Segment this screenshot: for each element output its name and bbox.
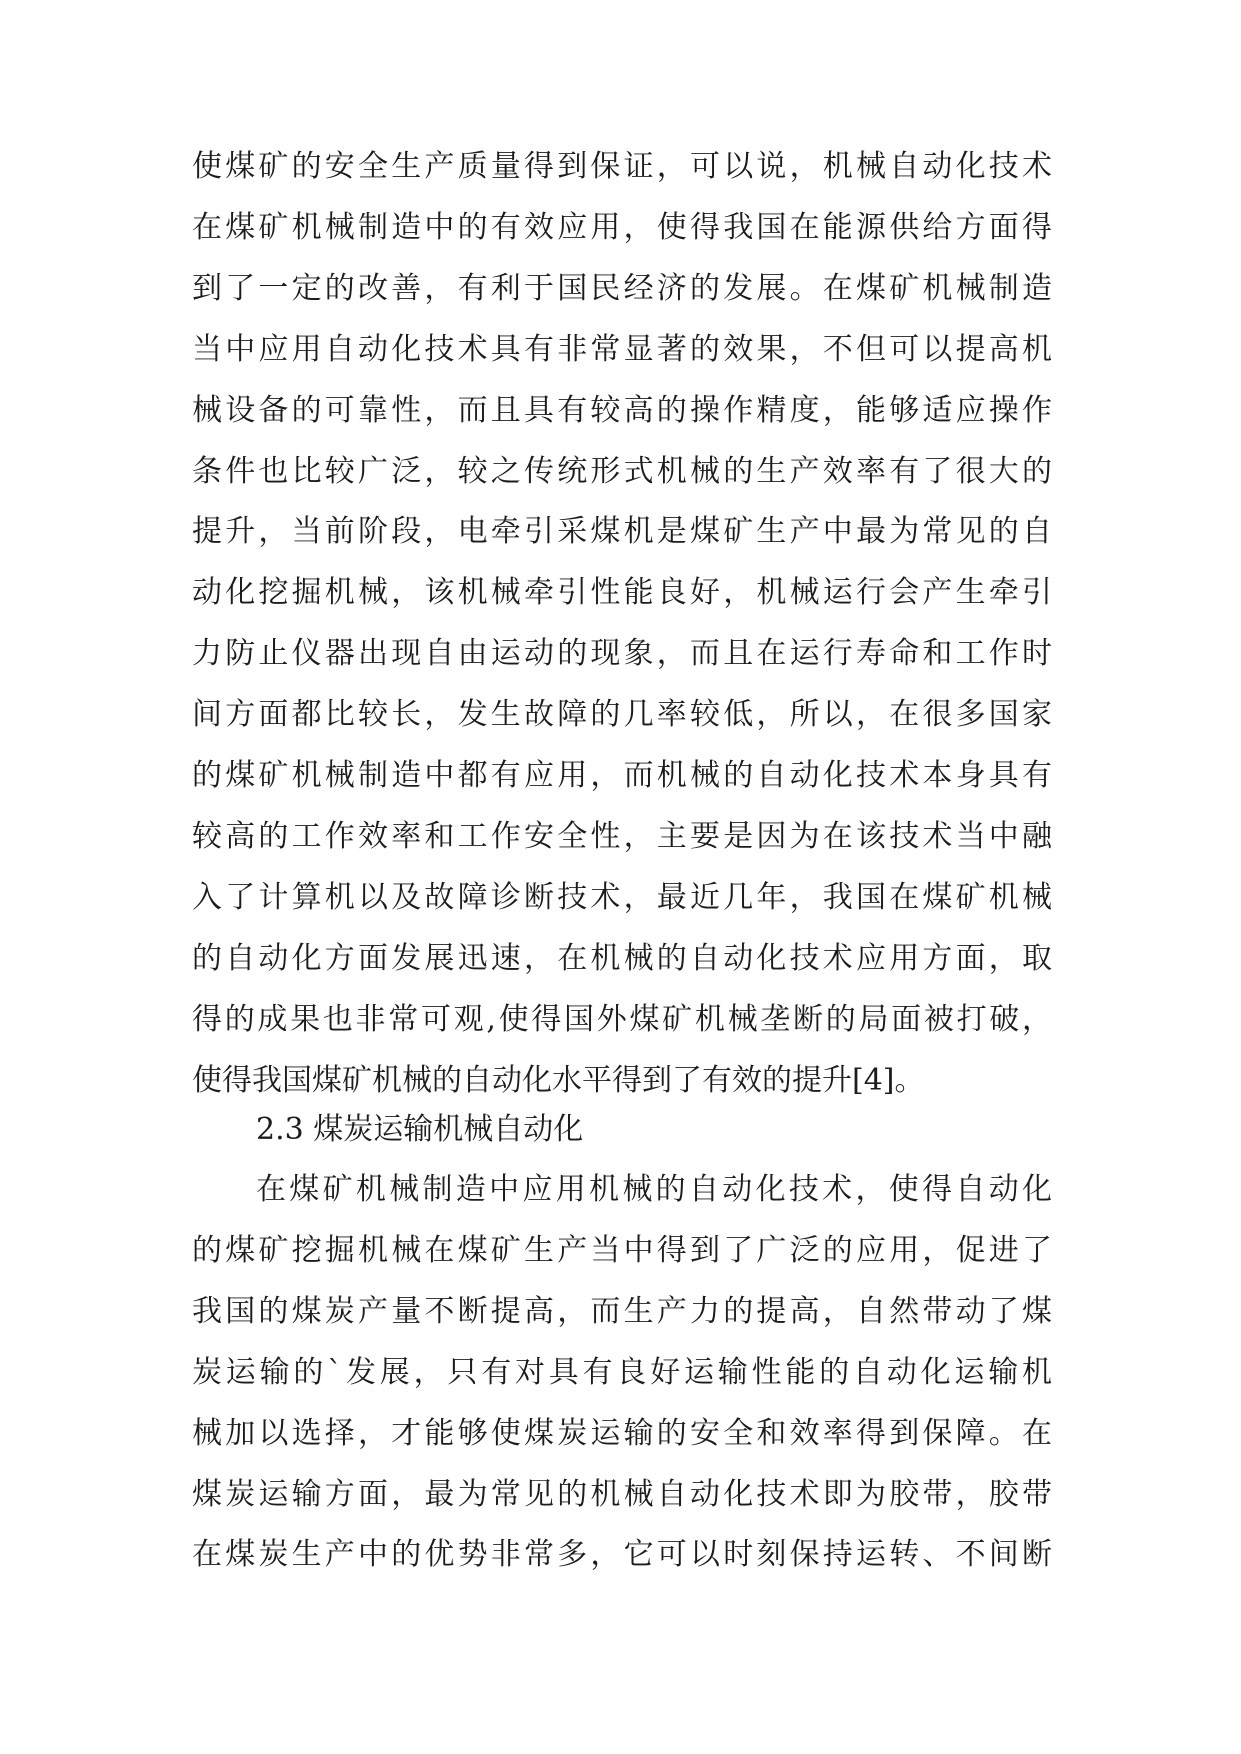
- text-line: 使煤矿的安全生产质量得到保证，可以说，机械自动化技术: [192, 149, 1052, 184]
- text-line: 的自动化方面发展迅速，在机械的自动化技术应用方面，取: [192, 940, 1052, 976]
- text-line: 力防止仪器出现自由运动的现象，而且在运行寿命和工作时: [192, 636, 1052, 672]
- section-heading: 2.3 煤炭运输机械自动化: [256, 1112, 584, 1147]
- text-line: 条件也比较广泛，较之传统形式机械的生产效率有了很大的: [192, 453, 1052, 489]
- text-line: 械加以选择，才能够使煤炭运输的安全和效率得到保障。在: [192, 1415, 1052, 1451]
- text-line: 较高的工作效率和工作安全性，主要是因为在该技术当中融: [192, 818, 1052, 854]
- text-line: 械设备的可靠性，而且具有较高的操作精度，能够适应操作: [192, 392, 1052, 428]
- text-line: 使得我国煤矿机械的自动化水平得到了有效的提升[4]。: [192, 1062, 925, 1098]
- text-line: 在煤矿机械制造中应用机械的自动化技术，使得自动化: [256, 1172, 1052, 1207]
- text-line: 入了计算机以及故障诊断技术，最近几年，我国在煤矿机械: [192, 879, 1052, 915]
- text-line: 炭运输的`发展，只有对具有良好运输性能的自动化运输机: [192, 1354, 1052, 1390]
- text-line: 在煤炭生产中的优势非常多，它可以时刻保持运转、不间断: [192, 1537, 1052, 1573]
- text-line: 动化挖掘机械，该机械牵引性能良好，机械运行会产生牵引: [192, 575, 1052, 611]
- text-line: 我国的煤炭产量不断提高，而生产力的提高，自然带动了煤: [192, 1293, 1052, 1329]
- text-line: 在煤矿机械制造中的有效应用，使得我国在能源供给方面得: [192, 209, 1052, 245]
- text-line: 提升，当前阶段，电牵引采煤机是煤矿生产中最为常见的自: [192, 514, 1052, 550]
- text-line: 得的成果也非常可观,使得国外煤矿机械垄断的局面被打破，: [192, 1001, 1052, 1037]
- text-line: 的煤矿挖掘机械在煤矿生产当中得到了广泛的应用，促进了: [192, 1232, 1052, 1268]
- text-line: 煤炭运输方面，最为常见的机械自动化技术即为胶带，胶带: [192, 1476, 1052, 1512]
- text-line: 到了一定的改善，有利于国民经济的发展。在煤矿机械制造: [192, 270, 1052, 306]
- text-line: 间方面都比较长，发生故障的几率较低，所以，在很多国家: [192, 697, 1052, 733]
- text-line: 当中应用自动化技术具有非常显著的效果，不但可以提高机: [192, 331, 1052, 367]
- text-line: 的煤矿机械制造中都有应用，而机械的自动化技术本身具有: [192, 758, 1052, 793]
